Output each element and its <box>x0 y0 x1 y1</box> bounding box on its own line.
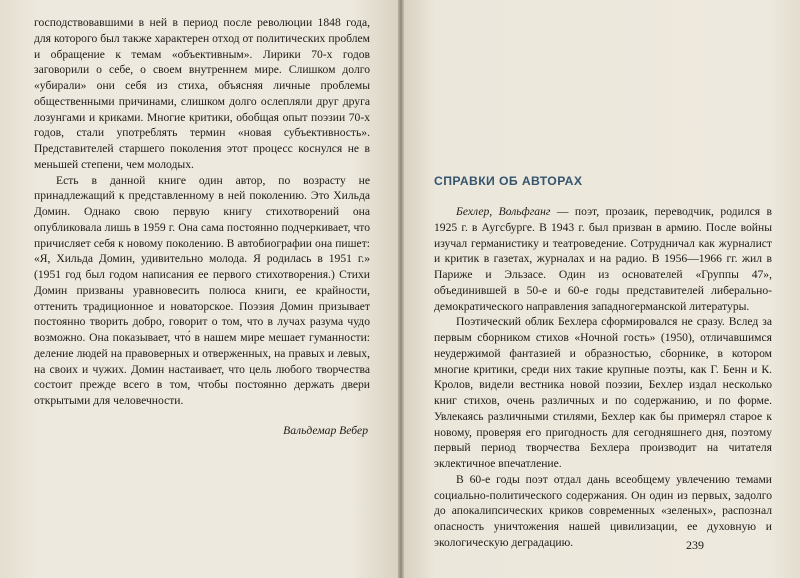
left-paragraph-1: господствовавшими в ней в период после революции 1848 года, для которого был также характерен отход от политических проблем и обращение к темам «объективным». Лирики 70-х годов заговорили о себе, о своем внутреннем мире. Слишком долго «убирали» они себя из стиха, объясняя личные проблемы общественными причинами, слишком долго ослепляли друг друга лозунгами и криками. Многие критики, обобщая опыт поэзии 70-х годов, стали употреблять термин «новая субъективность». Представителей старшего поколения этот процесс коснулся не в меньшей степени, чем молодых. <box>34 16 370 171</box>
left-paragraph-2: Есть в данной книге один автор, по возрасту не принадлежащий к представленному в ней поколению. Это Хильда Домин. Однако свою первую книгу стихотворений она опубликовала лишь в 1959 г. Она сама постоянно подчеркивает, что причисляет себя к новому поколению. В автобиографии она пишет: «Я, Хильда Домин, удивительно молода. Я родилась в 1951 г.» (1951 год был годом написания ее первого стихотворения.) Стихи Домин призваны уравновесить полюса книги, ее крайности, оттенить традиционное и новаторское. Поэзия Домин призывает постоянно творить добро, говорит о том, что в лучах разума чудо возможно. Она показывает, что́ в нашем мире мешает гуманности: деление людей на правоверных и отверженных, на правых и левых, на своих и чужих. Домин настаивает, что цель любого творчества состоит прежде всего в том, чтобы постоянно держать двери открытыми для человечности. <box>34 173 370 407</box>
right-paragraph-3: В 60-е годы поэт отдал дань всеобщему увлечению темами социально-политического содержания. Он один из первых, задолго до апокалипсических криков современных «зеленых», распознал опасность уничтожения нашей цивилизации, ее духовную и экологическую деградацию. <box>434 472 772 549</box>
right-page <box>404 0 800 578</box>
right-paragraph-2: Поэтический облик Бехлера сформировался не сразу. Вслед за первым сборником стихов «Ночной гость» (1950), отличавшимся неудержимой фантазией и образностью, сборнике, в котором многие критики, среди них такие крупные поэты, как Г. Бенн и К. Кролов, видели вестника новой поэзии, Бехлер издал несколько книг стихов, очень различных и по содержанию, и по форме. Увлекаясь различными стилями, Бехлер как бы примерял старое к новому, проверяя его пригодность для сегодняшнего дня, поэтому первый период творчества Бехлера производит на читателя эклектичное впечатление. <box>434 315 772 470</box>
author-entry <box>434 204 772 314</box>
section-heading: СПРАВКИ ОБ АВТОРАХ <box>434 174 583 188</box>
page-number: 239 <box>686 538 704 552</box>
left-page <box>0 0 398 578</box>
author-entry-text: — поэт, прозаик, переводчик, родился в 1925 г. в Аугсбурге. В 1943 г. был призван в армию. После войны изучал германистику и театроведение. Сотрудничал как журналист и критик в газетах, журналах и на радио. В 1956—1966 гг. жил в Париже и Эльзасе. Один из основателей «Группы 47», объединившей в 50-е и 60-е годы представителей либерально-демократического направления западногерманской литературы. <box>434 205 772 313</box>
author-signature: Вальдемар Вебер <box>283 423 368 437</box>
author-name: Бехлер, Вольфганг <box>456 205 551 218</box>
